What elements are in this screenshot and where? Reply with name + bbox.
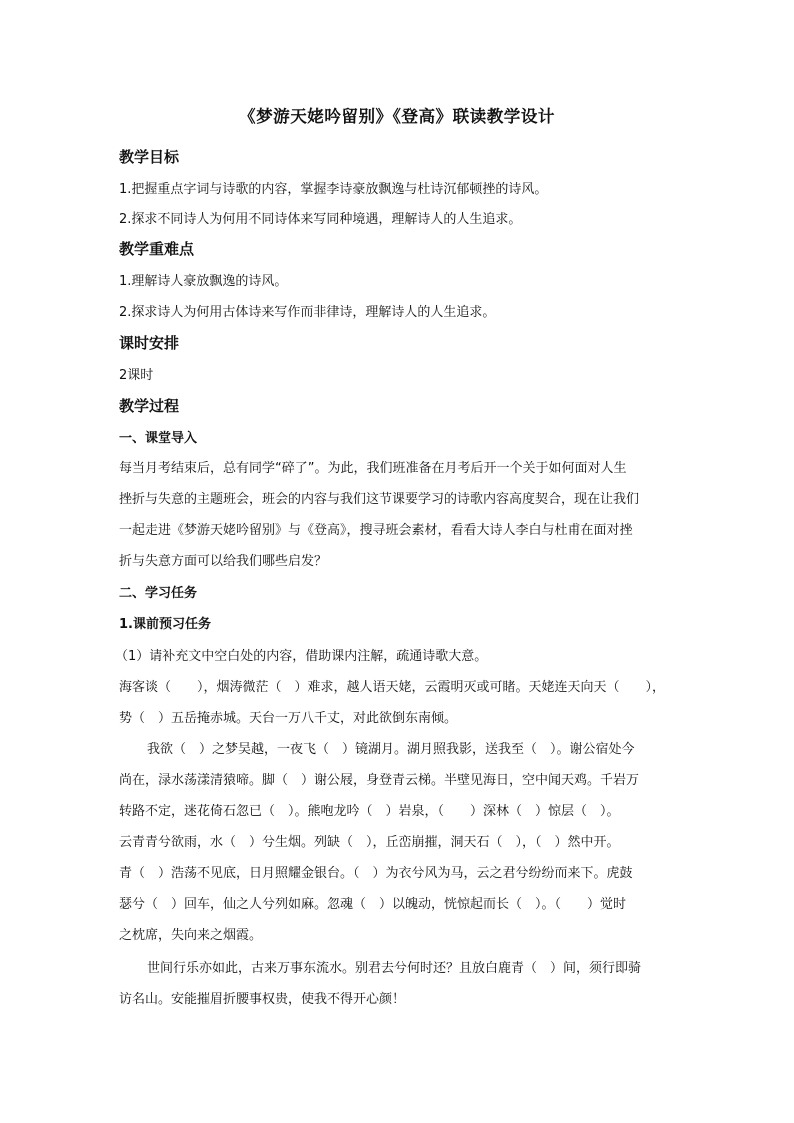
poem-line: 海客谈（ ），烟涛微茫（ ）难求，越人语天姥，云霞明灭或可睹。天姥连天向天（ ）， [119,680,666,695]
poem-line: 之枕席，失向来之烟霞。 [119,928,263,943]
schedule-value: 2课时 [119,368,154,383]
intro-heading: 一、课堂导入 [119,431,198,446]
key-points-heading: 教学重难点 [119,240,195,258]
poem-line: 世间行乐亦如此，古来万事东流水。别君去兮何时还？且放白鹿青（ ）间，须行即骑 [147,961,642,976]
tasks-heading: 二、学习任务 [119,586,198,601]
poem-line: 势（ ）五岳掩赤城。天台一万八千丈，对此欲倒东南倾。 [119,711,458,726]
poem-line: 访名山。安能摧眉折腰事权贵，使我不得开心颜！ [119,992,406,1007]
poem-line: 转路不定，迷花倚石忽已（ ）。熊咆龙吟（ ）岩泉，（ ）深林（ ）惊层（ ）。 [119,804,620,819]
key-points-item-2: 2.探求诗人为何用古体诗来写作而非律诗，理解诗人的人生追求。 [119,305,496,320]
goals-heading: 教学目标 [119,148,180,166]
preview-instruction: （1）请补充文中空白处的内容，借助课内注解，疏通诗歌大意。 [115,649,488,664]
goals-item-2: 2.探求不同诗人为何用不同诗体来写同种境遇，理解诗人的人生追求。 [119,212,522,227]
goals-item-1: 1.把握重点字词与诗歌的内容，掌握李诗豪放飘逸与杜诗沉郁顿挫的诗风。 [119,182,548,197]
key-points-item-1: 1.理解诗人豪放飘逸的诗风。 [119,274,288,289]
page-title: 《梦游天姥吟留别》《登高》联读教学设计 [239,107,555,126]
process-heading: 教学过程 [119,397,180,415]
intro-line: 每当月考结束后，总有同学“碎了”。为此，我们班准备在月考后开一个关于如何面对人生 [119,461,627,476]
intro-line: 挫折与失意的主题班会，班会的内容与我们这节课要学习的诗歌内容高度契合，现在让我们 [119,492,640,507]
poem-line: 云青青兮欲雨，水（ ）兮生烟。列缺（ ），丘峦崩摧，洞天石（ ），（ ）然中开。 [119,835,620,850]
preview-task-heading: 1.课前预习任务 [119,617,211,632]
poem-line: 瑟兮（ ）回车，仙之人兮列如麻。忽魂（ ）以魄动，恍惊起而长（ ）。（ ）觉时 [119,897,627,912]
poem-line: 我欲（ ）之梦吴越，一夜飞（ ）镜湖月。湖月照我影，送我至（ ）。谢公宿处今 [147,742,635,757]
poem-line: 尚在，渌水荡漾清猿啼。脚（ ）谢公屐，身登青云梯。半壁见海日，空中闻天鸡。千岩万 [119,773,640,788]
schedule-heading: 课时安排 [119,334,180,352]
intro-line: 一起走进《梦游天姥吟留别》与《登高》，搜寻班会素材，看看大诗人李白与杜甫在面对挫 [119,523,633,538]
intro-line: 折与失意方面可以给我们哪些启发？ [119,554,328,569]
poem-line: 青（ ）浩荡不见底，日月照耀金银台。（ ）为衣兮风为马，云之君兮纷纷而来下。虎鼓 [119,866,633,881]
